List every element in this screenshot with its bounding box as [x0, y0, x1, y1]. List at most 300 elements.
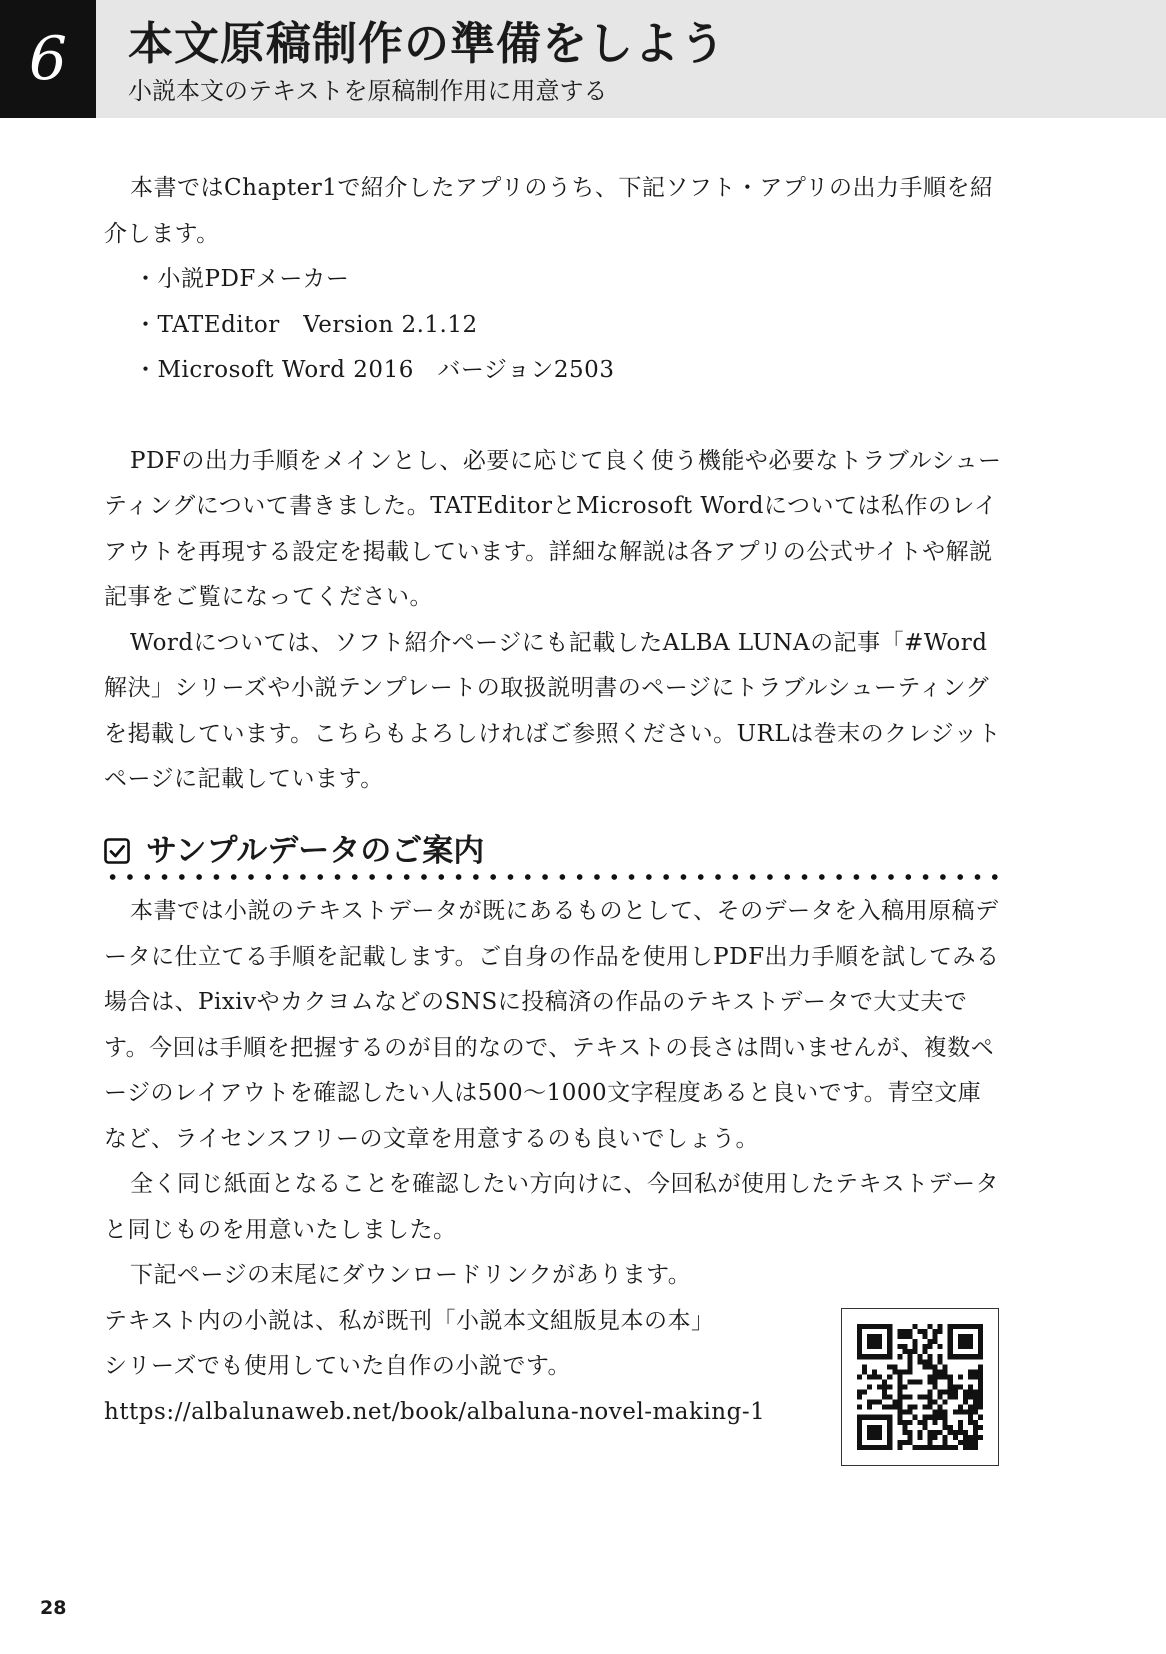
- qr-module: [968, 1384, 973, 1389]
- qr-module: [963, 1354, 968, 1359]
- qr-module: [877, 1344, 882, 1349]
- qr-module: [897, 1390, 902, 1395]
- chapter-header: [0, 0, 1166, 118]
- qr-module: [912, 1344, 917, 1349]
- qr-module: [867, 1339, 872, 1344]
- qr-module: [907, 1349, 912, 1354]
- qr-module: [867, 1384, 872, 1389]
- qr-module: [877, 1430, 882, 1435]
- qr-module: [948, 1395, 953, 1400]
- qr-module: [938, 1405, 943, 1410]
- qr-module: [968, 1420, 973, 1425]
- qr-module: [928, 1440, 933, 1445]
- qr-module: [978, 1324, 983, 1329]
- qr-module: [968, 1395, 973, 1400]
- qr-module: [867, 1445, 872, 1450]
- qr-module: [923, 1405, 928, 1410]
- qr-module: [958, 1440, 963, 1445]
- qr-module: [907, 1329, 912, 1334]
- qr-module: [968, 1344, 973, 1349]
- qr-module: [872, 1430, 877, 1435]
- qr-module: [933, 1379, 938, 1384]
- qr-module: [872, 1415, 877, 1420]
- qr-module: [872, 1374, 877, 1379]
- qr-module: [857, 1435, 862, 1440]
- qr-module: [928, 1364, 933, 1369]
- qr-module: [907, 1405, 912, 1410]
- app-list-item: ・TATEditor Version 2.1.12: [134, 311, 478, 338]
- qr-module: [857, 1354, 862, 1359]
- qr-module: [897, 1369, 902, 1374]
- qr-module: [923, 1349, 928, 1354]
- qr-module: [963, 1395, 968, 1400]
- qr-module: [948, 1324, 953, 1329]
- paragraph-gap: [104, 394, 1004, 439]
- qr-module: [917, 1329, 922, 1334]
- qr-module: [933, 1420, 938, 1425]
- qr-module: [887, 1395, 892, 1400]
- section-paragraph: 全く同じ紙面となることを確認したい方向けに、今回私が使用したテキストデータと同じものを用意いたしました。: [104, 1171, 1000, 1243]
- qr-module: [928, 1324, 933, 1329]
- qr-module: [887, 1364, 892, 1369]
- download-note: テキスト内の小説は、私が既刊「小説本文組版見本の本」: [104, 1307, 715, 1334]
- qr-module: [867, 1324, 872, 1329]
- qr-module: [953, 1390, 958, 1395]
- qr-module: [978, 1349, 983, 1354]
- qr-module: [877, 1354, 882, 1359]
- qr-module: [867, 1435, 872, 1440]
- qr-module: [877, 1334, 882, 1339]
- chapter-number: 6: [0, 0, 96, 118]
- qr-module: [902, 1344, 907, 1349]
- qr-module: [897, 1415, 902, 1420]
- qr-module: [892, 1369, 897, 1374]
- qr-module: [897, 1405, 902, 1410]
- qr-module: [938, 1395, 943, 1400]
- qr-module: [958, 1430, 963, 1435]
- qr-module: [933, 1445, 938, 1450]
- qr-module: [872, 1354, 877, 1359]
- qr-module: [928, 1415, 933, 1420]
- qr-module: [973, 1435, 978, 1440]
- qr-module: [887, 1445, 892, 1450]
- qr-module: [968, 1334, 973, 1339]
- qr-module: [953, 1384, 958, 1389]
- qr-module: [923, 1425, 928, 1430]
- qr-module: [917, 1379, 922, 1384]
- qr-module: [887, 1440, 892, 1445]
- qr-module: [912, 1415, 917, 1420]
- qr-module: [963, 1344, 968, 1349]
- qr-module: [923, 1420, 928, 1425]
- qr-module: [902, 1430, 907, 1435]
- qr-module: [862, 1415, 867, 1420]
- page-number: 28: [40, 1597, 67, 1619]
- qr-module: [968, 1390, 973, 1395]
- qr-module: [907, 1435, 912, 1440]
- qr-module: [928, 1359, 933, 1364]
- qr-module: [857, 1430, 862, 1435]
- qr-module: [892, 1400, 897, 1405]
- qr-module: [872, 1425, 877, 1430]
- qr-module: [933, 1369, 938, 1374]
- qr-module: [872, 1445, 877, 1450]
- qr-module: [948, 1329, 953, 1334]
- qr-module: [872, 1435, 877, 1440]
- qr-module: [887, 1430, 892, 1435]
- qr-module: [887, 1324, 892, 1329]
- qr-module: [953, 1435, 958, 1440]
- qr-module: [973, 1390, 978, 1395]
- qr-module: [923, 1364, 928, 1369]
- qr-module: [923, 1445, 928, 1450]
- qr-module: [917, 1430, 922, 1435]
- qr-module: [928, 1400, 933, 1405]
- qr-module: [907, 1369, 912, 1374]
- qr-module: [857, 1420, 862, 1425]
- qr-module: [857, 1390, 862, 1395]
- qr-module: [973, 1440, 978, 1445]
- qr-module: [963, 1324, 968, 1329]
- qr-module: [933, 1400, 938, 1405]
- qr-module: [973, 1324, 978, 1329]
- qr-module: [877, 1445, 882, 1450]
- qr-module: [897, 1379, 902, 1384]
- qr-module: [973, 1425, 978, 1430]
- qr-module: [973, 1400, 978, 1405]
- qr-module: [928, 1374, 933, 1379]
- qr-module: [872, 1324, 877, 1329]
- qr-module: [948, 1344, 953, 1349]
- qr-module: [933, 1334, 938, 1339]
- qr-module: [933, 1329, 938, 1334]
- intro-paragraph: Wordについては、ソフト紹介ページにも記載したALBA LUNAの記事「#Word解決」シリーズや小説テンプレートの取扱説明書のページにトラブルシューティングを掲載しています。こちらもよろしければご参照ください。URLは巻末のクレジットページに記載しています。: [104, 629, 1002, 792]
- qr-module: [953, 1410, 958, 1415]
- qr-module: [928, 1390, 933, 1395]
- qr-module: [897, 1329, 902, 1334]
- qr-module: [882, 1379, 887, 1384]
- qr-module: [867, 1334, 872, 1339]
- qr-module: [923, 1395, 928, 1400]
- qr-module: [907, 1334, 912, 1339]
- qr-module: [953, 1430, 958, 1435]
- qr-module: [887, 1420, 892, 1425]
- qr-module: [892, 1405, 897, 1410]
- qr-module: [948, 1349, 953, 1354]
- qr-module: [897, 1445, 902, 1450]
- qr-module: [978, 1435, 983, 1440]
- qr-module: [943, 1369, 948, 1374]
- qr-module: [923, 1344, 928, 1349]
- qr-module: [867, 1430, 872, 1435]
- qr-module: [867, 1425, 872, 1430]
- qr-module: [943, 1415, 948, 1420]
- qr-module: [887, 1374, 892, 1379]
- qr-module: [887, 1329, 892, 1334]
- download-url[interactable]: https://albalunaweb.net/book/albaluna-novel-making-1: [104, 1398, 766, 1425]
- qr-module: [933, 1339, 938, 1344]
- qr-module: [978, 1339, 983, 1344]
- qr-module: [948, 1374, 953, 1379]
- qr-module: [857, 1415, 862, 1420]
- qr-module: [963, 1440, 968, 1445]
- qr-module: [943, 1435, 948, 1440]
- qr-module: [887, 1334, 892, 1339]
- qr-module: [857, 1440, 862, 1445]
- qr-module: [917, 1435, 922, 1440]
- qr-module: [928, 1344, 933, 1349]
- qr-module: [887, 1425, 892, 1430]
- qr-module: [973, 1430, 978, 1435]
- qr-module: [933, 1415, 938, 1420]
- qr-module: [923, 1329, 928, 1334]
- qr-module: [902, 1349, 907, 1354]
- qr-module: [978, 1425, 983, 1430]
- qr-module: [857, 1405, 862, 1410]
- qr-module: [877, 1324, 882, 1329]
- qr-module: [943, 1445, 948, 1450]
- qr-module: [968, 1354, 973, 1359]
- qr-module: [857, 1349, 862, 1354]
- qr-module: [948, 1425, 953, 1430]
- qr-module: [867, 1400, 872, 1405]
- qr-module: [917, 1445, 922, 1450]
- qr-module: [897, 1334, 902, 1339]
- qr-module: [902, 1369, 907, 1374]
- qr-module: [857, 1324, 862, 1329]
- qr-module: [943, 1364, 948, 1369]
- qr-module: [897, 1400, 902, 1405]
- qr-module: [887, 1354, 892, 1359]
- qr-module: [963, 1400, 968, 1405]
- qr-module: [872, 1344, 877, 1349]
- qr-module: [958, 1410, 963, 1415]
- qr-module: [963, 1390, 968, 1395]
- qr-module: [907, 1379, 912, 1384]
- qr-module: [928, 1430, 933, 1435]
- qr-module: [907, 1420, 912, 1425]
- qr-module: [912, 1324, 917, 1329]
- qr-module: [882, 1384, 887, 1389]
- qr-module: [857, 1445, 862, 1450]
- qr-module: [877, 1374, 882, 1379]
- download-note: シリーズでも使用していた自作の小説です。: [104, 1353, 572, 1379]
- qr-module: [933, 1364, 938, 1369]
- qr-module: [938, 1359, 943, 1364]
- qr-module: [943, 1440, 948, 1445]
- qr-module: [887, 1435, 892, 1440]
- qr-module: [978, 1415, 983, 1420]
- qr-module: [897, 1395, 902, 1400]
- qr-module: [963, 1435, 968, 1440]
- qr-module: [862, 1364, 867, 1369]
- qr-module: [978, 1384, 983, 1389]
- qr-module: [897, 1420, 902, 1425]
- qr-module: [902, 1420, 907, 1425]
- qr-module: [897, 1440, 902, 1445]
- qr-module: [953, 1354, 958, 1359]
- qr-module: [938, 1369, 943, 1374]
- qr-module: [938, 1430, 943, 1435]
- qr-module: [862, 1324, 867, 1329]
- qr-module: [902, 1395, 907, 1400]
- qr-module: [953, 1395, 958, 1400]
- qr-module: [912, 1349, 917, 1354]
- qr-module: [958, 1334, 963, 1339]
- qr-module: [943, 1420, 948, 1425]
- qr-module: [877, 1339, 882, 1344]
- qr-module: [978, 1369, 983, 1374]
- qr-module: [912, 1445, 917, 1450]
- qr-module: [978, 1329, 983, 1334]
- qr-module: [943, 1425, 948, 1430]
- qr-code-icon: [857, 1324, 983, 1450]
- qr-module: [978, 1395, 983, 1400]
- qr-module: [948, 1390, 953, 1395]
- checkbox-checked-icon: [104, 838, 130, 864]
- qr-module: [968, 1405, 973, 1410]
- qr-module: [887, 1405, 892, 1410]
- qr-module: [968, 1324, 973, 1329]
- app-list-item: ・小説PDFメーカー: [134, 266, 350, 292]
- qr-module: [973, 1410, 978, 1415]
- qr-module: [917, 1359, 922, 1364]
- qr-module: [907, 1440, 912, 1445]
- qr-module: [953, 1324, 958, 1329]
- qr-module: [872, 1339, 877, 1344]
- qr-module: [907, 1364, 912, 1369]
- qr-module: [867, 1374, 872, 1379]
- intro-block: [104, 166, 1004, 803]
- qr-module: [978, 1374, 983, 1379]
- qr-module: [948, 1379, 953, 1384]
- qr-module: [882, 1390, 887, 1395]
- qr-module: [857, 1425, 862, 1430]
- qr-module: [917, 1354, 922, 1359]
- qr-module: [897, 1410, 902, 1415]
- qr-module: [923, 1415, 928, 1420]
- qr-module: [958, 1384, 963, 1389]
- qr-module: [897, 1354, 902, 1359]
- qr-module: [938, 1324, 943, 1329]
- qr-module: [948, 1384, 953, 1389]
- qr-module: [943, 1410, 948, 1415]
- qr-module: [882, 1395, 887, 1400]
- qr-module: [948, 1445, 953, 1450]
- qr-module: [978, 1400, 983, 1405]
- qr-module: [892, 1364, 897, 1369]
- qr-module: [958, 1425, 963, 1430]
- qr-module: [907, 1395, 912, 1400]
- qr-module: [902, 1440, 907, 1445]
- qr-module: [862, 1369, 867, 1374]
- qr-module: [948, 1339, 953, 1344]
- qr-module: [882, 1405, 887, 1410]
- qr-module: [938, 1410, 943, 1415]
- qr-module: [887, 1415, 892, 1420]
- qr-module: [912, 1405, 917, 1410]
- qr-code[interactable]: [841, 1308, 999, 1466]
- qr-module: [902, 1334, 907, 1339]
- qr-module: [963, 1445, 968, 1450]
- qr-module: [968, 1410, 973, 1415]
- qr-module: [948, 1334, 953, 1339]
- qr-module: [968, 1369, 973, 1374]
- qr-module: [867, 1354, 872, 1359]
- qr-module: [973, 1395, 978, 1400]
- qr-module: [958, 1405, 963, 1410]
- qr-module: [968, 1339, 973, 1344]
- qr-module: [968, 1435, 973, 1440]
- qr-module: [887, 1344, 892, 1349]
- qr-module: [902, 1410, 907, 1415]
- qr-module: [973, 1445, 978, 1450]
- dotted-divider: [104, 873, 1004, 881]
- qr-module: [978, 1344, 983, 1349]
- qr-module: [973, 1369, 978, 1374]
- qr-module: [973, 1374, 978, 1379]
- qr-module: [978, 1390, 983, 1395]
- qr-module: [953, 1445, 958, 1450]
- section-paragraph: 本書では小説のテキストデータが既にあるものとして、そのデータを入稿用原稿データに仕立てる手順を記載します。ご自身の作品を使用しPDF出力手順を試してみる場合は、PixivやカクヨムなどのSNSに投稿済の作品のテキストデータで大丈夫です。今回は手順を把握するのが目的なので、テキストの長さは問いませんが、複数ページのレイアウトを確認したい人は500〜1000文字程度あると良いです。青空文庫など、ライセンスフリーの文章を用意するのも良いでしょう。: [104, 898, 1000, 1152]
- qr-module: [872, 1400, 877, 1405]
- app-list-item: ・Microsoft Word 2016 バージョン2503: [134, 357, 615, 383]
- qr-module: [928, 1339, 933, 1344]
- qr-module: [963, 1339, 968, 1344]
- qr-module: [978, 1364, 983, 1369]
- qr-module: [958, 1339, 963, 1344]
- qr-module: [902, 1425, 907, 1430]
- qr-module: [963, 1334, 968, 1339]
- qr-module: [943, 1390, 948, 1395]
- qr-module: [958, 1420, 963, 1425]
- qr-module: [887, 1349, 892, 1354]
- qr-module: [968, 1445, 973, 1450]
- qr-module: [973, 1420, 978, 1425]
- qr-module: [978, 1354, 983, 1359]
- qr-module: [923, 1359, 928, 1364]
- qr-module: [948, 1430, 953, 1435]
- qr-module: [933, 1374, 938, 1379]
- section-title: サンプルデータのご案内: [146, 833, 485, 869]
- qr-module: [862, 1390, 867, 1395]
- qr-module: [872, 1369, 877, 1374]
- qr-module: [887, 1339, 892, 1344]
- qr-module: [963, 1430, 968, 1435]
- qr-module: [907, 1354, 912, 1359]
- qr-module: [917, 1395, 922, 1400]
- qr-module: [857, 1344, 862, 1349]
- page-subtitle: 小説本文のテキストを原稿制作用に用意する: [128, 77, 608, 105]
- qr-module: [943, 1374, 948, 1379]
- qr-module: [943, 1400, 948, 1405]
- qr-module: [862, 1354, 867, 1359]
- qr-module: [907, 1359, 912, 1364]
- qr-module: [857, 1395, 862, 1400]
- qr-module: [897, 1344, 902, 1349]
- qr-module: [938, 1445, 943, 1450]
- qr-module: [968, 1415, 973, 1420]
- qr-module: [978, 1405, 983, 1410]
- qr-module: [867, 1415, 872, 1420]
- qr-module: [867, 1344, 872, 1349]
- qr-module: [857, 1329, 862, 1334]
- qr-module: [877, 1384, 882, 1389]
- qr-module: [958, 1354, 963, 1359]
- qr-module: [867, 1405, 872, 1410]
- qr-module: [862, 1445, 867, 1450]
- qr-module: [912, 1379, 917, 1384]
